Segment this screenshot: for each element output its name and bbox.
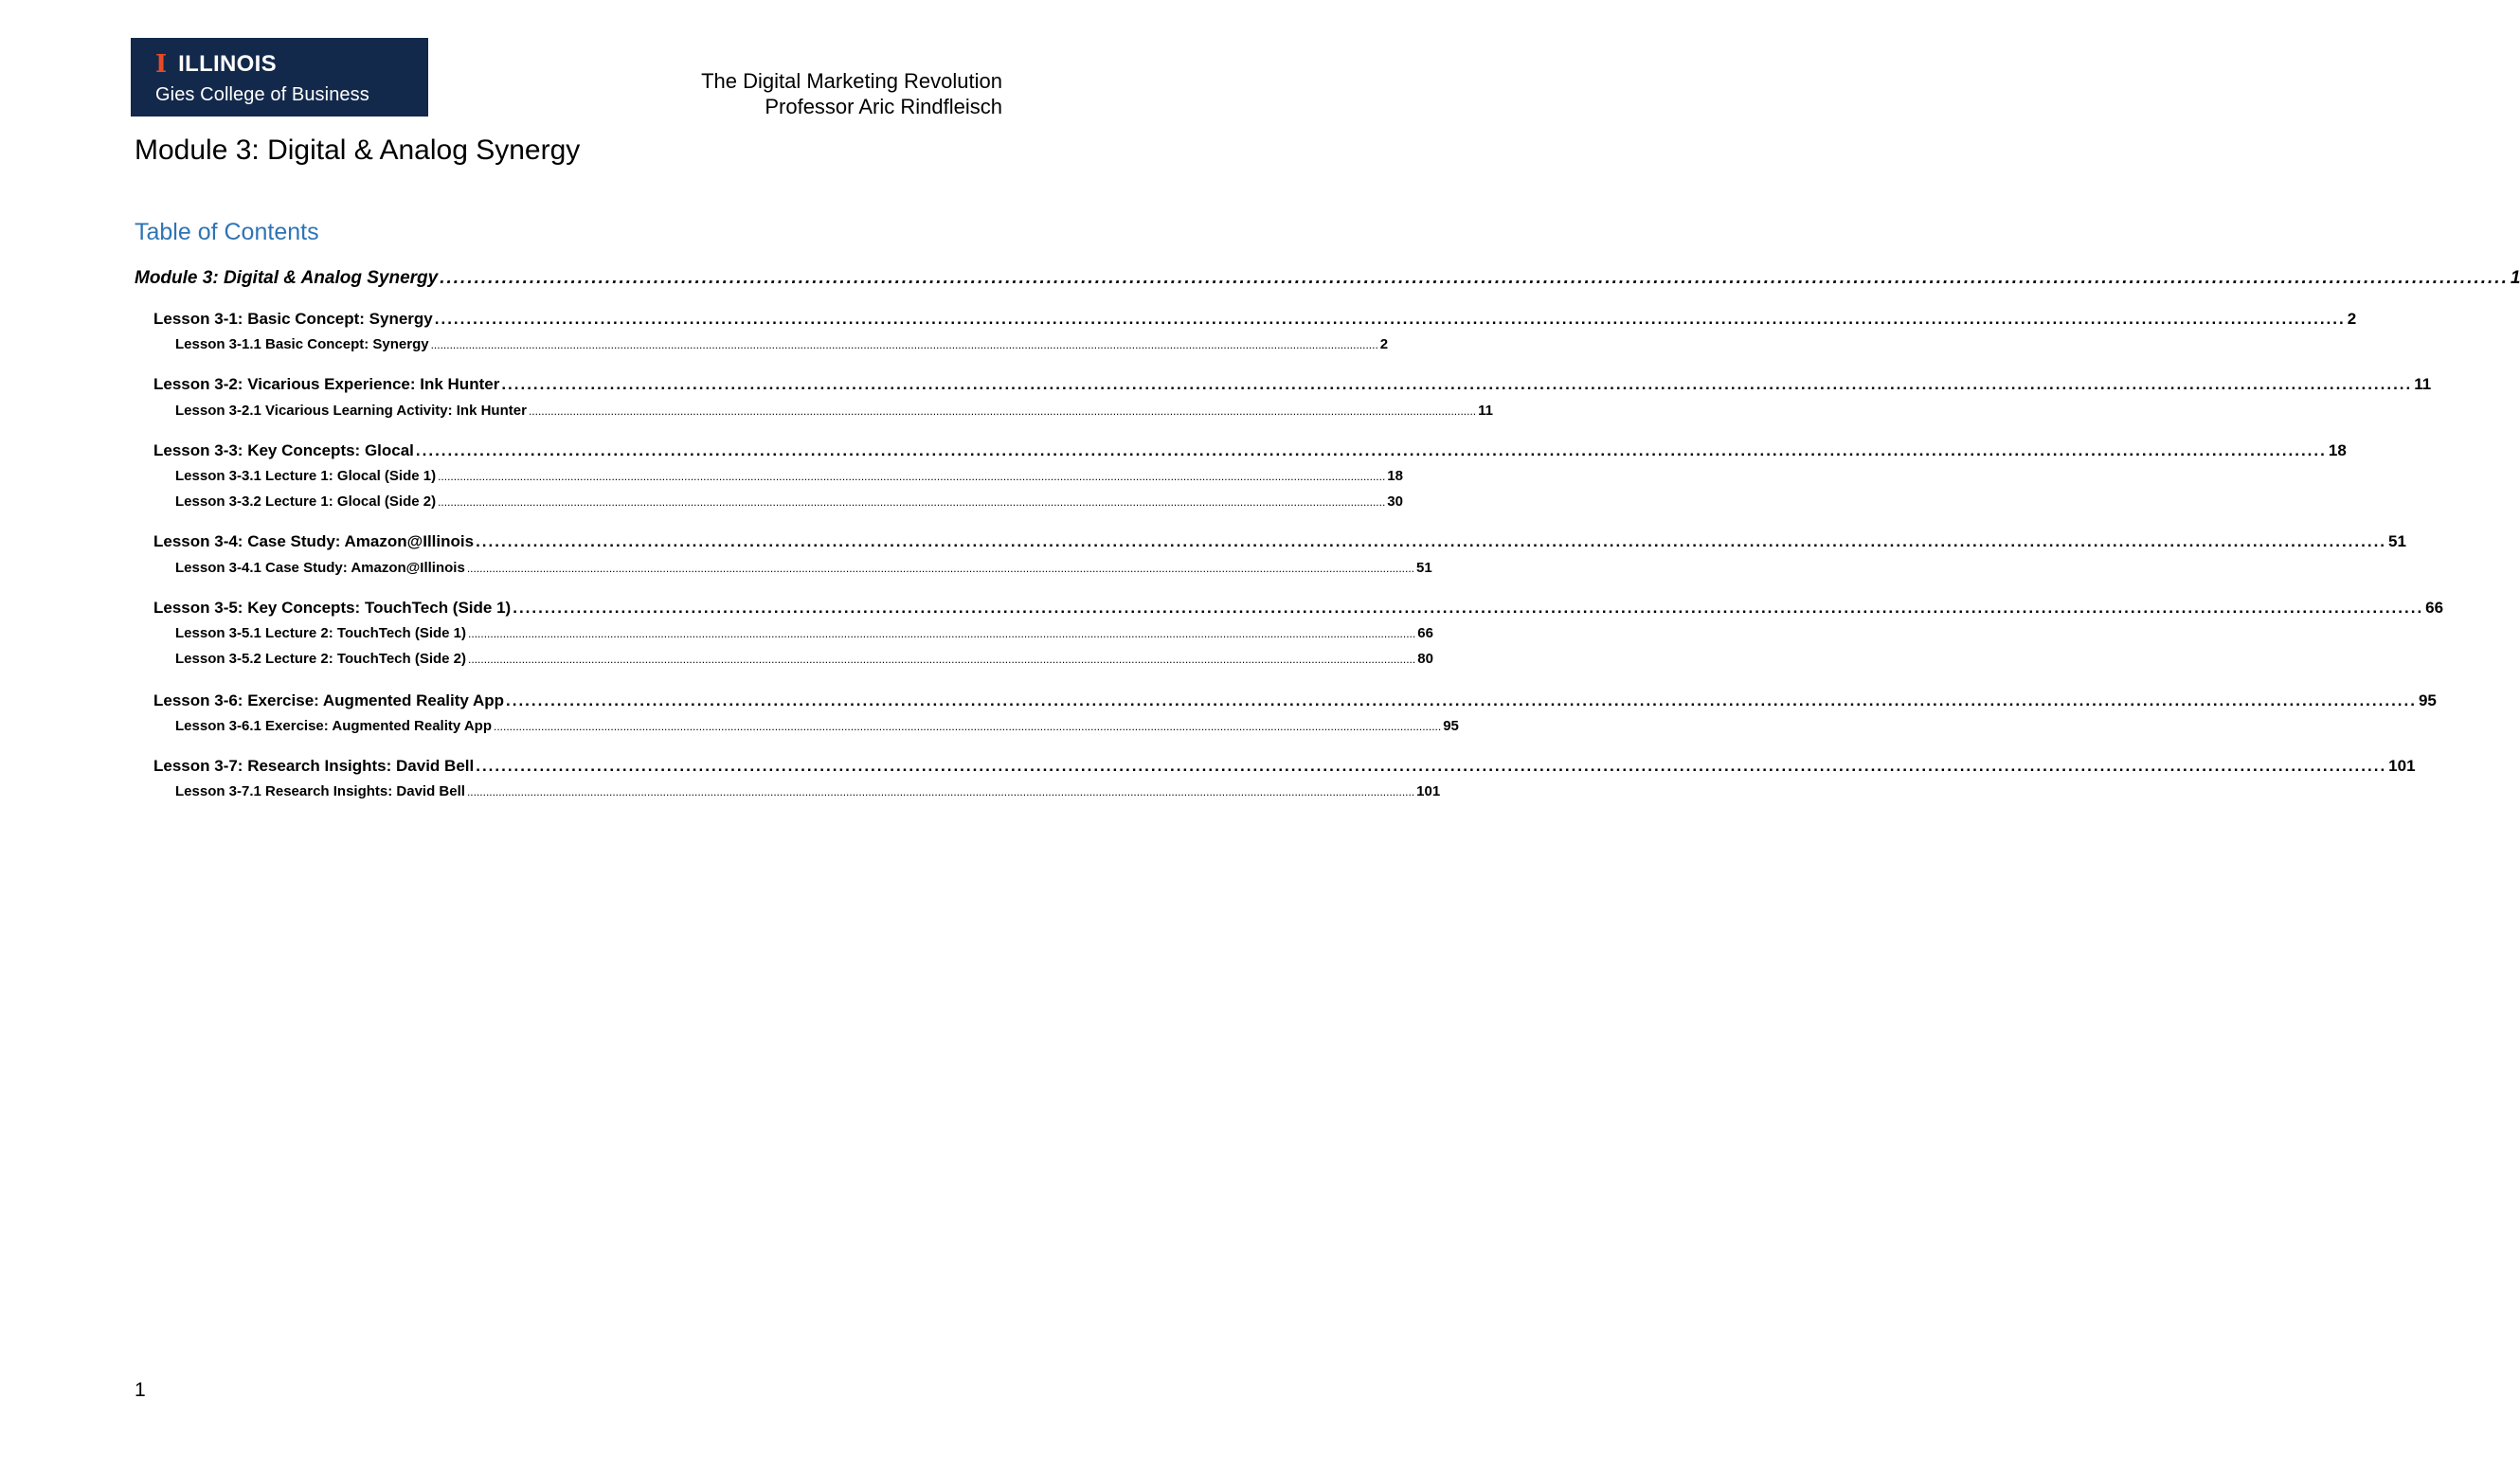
toc-entry[interactable] bbox=[175, 403, 1493, 419]
toc-entry[interactable] bbox=[175, 718, 1459, 734]
toc-entry[interactable] bbox=[175, 336, 1389, 352]
toc-entry-page: 95 bbox=[1443, 718, 1459, 734]
toc-dot-leader: ............................................................................................................................................................................................................................................................................................................ bbox=[438, 495, 1386, 509]
toc-entry[interactable] bbox=[175, 783, 1441, 799]
toc-entry-page: 101 bbox=[2388, 757, 2416, 775]
toc-dot-leader: ............................................................................................................................................................................................................................................................................................................ bbox=[438, 470, 1386, 483]
toc-entry[interactable] bbox=[175, 651, 1433, 667]
toc-dot-leader: ............................................................................................................................................................................................................................................................................................................ bbox=[466, 785, 1415, 798]
professor-name: Professor Aric Rindfleisch bbox=[765, 95, 1002, 118]
toc-dot-leader: ............................................................................................................................................................................................................................................................................................................ bbox=[476, 757, 2387, 775]
block-i-logo-mark: I bbox=[155, 50, 168, 79]
toc-entry-page: 51 bbox=[1416, 560, 1432, 576]
toc-entry[interactable] bbox=[175, 625, 1433, 641]
logo-university-name: ILLINOIS bbox=[178, 51, 277, 77]
toc-dot-leader: ............................................................................................................................................................................................................................................................................................................ bbox=[528, 404, 1477, 418]
toc-entry-page: 95 bbox=[2418, 691, 2437, 709]
toc-entry-page: 2 bbox=[2347, 310, 2357, 328]
toc-entry-label: Lesson 3-6.1 Exercise: Augmented Reality App bbox=[175, 718, 492, 734]
toc-entry-page: 2 bbox=[1379, 336, 1389, 352]
toc-entry[interactable] bbox=[153, 757, 2416, 776]
toc-dot-leader: ............................................................................................................................................................................................................................................................................................................ bbox=[415, 441, 2327, 459]
toc-dot-leader: ............................................................................................................................................................................................................................................................................................................ bbox=[468, 653, 1416, 666]
toc-entry-page: 66 bbox=[1417, 625, 1433, 641]
toc-entry-label: Lesson 3-5: Key Concepts: TouchTech (Side 1) bbox=[153, 599, 512, 617]
toc-dot-leader: ............................................................................................................................................................................................................................................................................................................ bbox=[430, 338, 1378, 351]
toc-dot-leader: ............................................................................................................................................................................................................................................................................................................ bbox=[466, 562, 1415, 575]
toc-entry[interactable] bbox=[135, 268, 2520, 289]
toc-entry-page: 30 bbox=[1387, 493, 1403, 510]
toc-entry-label: Lesson 3-1.1 Basic Concept: Synergy bbox=[175, 336, 429, 352]
toc-dot-leader: ............................................................................................................................................................................................................................................................................................................ bbox=[476, 532, 2387, 550]
toc-entry-page: 101 bbox=[1416, 783, 1441, 799]
toc-entry[interactable] bbox=[175, 560, 1432, 576]
toc-entry-page: 1 bbox=[2510, 268, 2520, 288]
document-title: Module 3: Digital & Analog Synergy bbox=[135, 135, 581, 166]
toc-entry[interactable] bbox=[153, 691, 2437, 710]
page-number: 1 bbox=[135, 1379, 146, 1401]
toc-entry-label: Lesson 3-3.1 Lecture 1: Glocal (Side 1) bbox=[175, 468, 437, 484]
toc-entry-page: 11 bbox=[2414, 375, 2432, 393]
toc-dot-leader: ............................................................................................................................................................................................................................................................................................................ bbox=[468, 627, 1416, 640]
toc-entry-page: 66 bbox=[2425, 599, 2444, 617]
toc-entry[interactable] bbox=[153, 310, 2357, 329]
illinois-gies-logo bbox=[131, 38, 428, 117]
toc-entry[interactable] bbox=[175, 493, 1403, 510]
toc-dot-leader: ............................................................................................................................................................................................................................................................................................................ bbox=[434, 310, 2346, 328]
toc-dot-leader: ............................................................................................................................................................................................................................................................................................................ bbox=[506, 691, 2417, 709]
toc-entry-page: 51 bbox=[2388, 532, 2406, 550]
course-title: The Digital Marketing Revolution bbox=[701, 69, 1002, 93]
toc-entry-label: Lesson 3-7: Research Insights: David Bell bbox=[153, 757, 475, 775]
toc-entry[interactable] bbox=[153, 599, 2444, 618]
toc-entry-label: Lesson 3-3.2 Lecture 1: Glocal (Side 2) bbox=[175, 493, 437, 510]
toc-entry-page: 80 bbox=[1417, 651, 1433, 667]
toc-dot-leader: ............................................................................................................................................................................................................................................................................................................ bbox=[501, 375, 2413, 393]
toc-entry-label: Lesson 3-2: Vicarious Experience: Ink Hunter bbox=[153, 375, 500, 393]
toc-entry-label: Module 3: Digital & Analog Synergy bbox=[135, 268, 439, 288]
logo-college-name: Gies College of Business bbox=[155, 84, 369, 105]
toc-entry-label: Lesson 3-5.2 Lecture 2: TouchTech (Side 2) bbox=[175, 651, 467, 667]
toc-dot-leader: ............................................................................................................................................................................................................................................................................................................ bbox=[494, 720, 1442, 733]
toc-entry-label: Lesson 3-5.1 Lecture 2: TouchTech (Side 1) bbox=[175, 625, 467, 641]
toc-entry-page: 11 bbox=[1478, 403, 1493, 419]
toc-entry[interactable] bbox=[175, 468, 1403, 484]
toc-dot-leader: ............................................................................................................................................................................................................................................................................................................ bbox=[513, 599, 2424, 617]
toc-entry-label: Lesson 3-3: Key Concepts: Glocal bbox=[153, 441, 414, 459]
toc-entry-page: 18 bbox=[2328, 441, 2347, 459]
toc-dot-leader: ............................................................................................................................................................................................................................................................................................................ bbox=[440, 268, 2509, 288]
toc-entry-page: 18 bbox=[1387, 468, 1403, 484]
toc-heading: Table of Contents bbox=[135, 219, 319, 245]
toc-entry-label: Lesson 3-7.1 Research Insights: David Bell bbox=[175, 783, 465, 799]
toc-entry-label: Lesson 3-6: Exercise: Augmented Reality App bbox=[153, 691, 505, 709]
toc-entry[interactable] bbox=[153, 375, 2432, 394]
toc-entry[interactable] bbox=[153, 441, 2347, 460]
toc-entry-label: Lesson 3-4: Case Study: Amazon@Illinois bbox=[153, 532, 475, 550]
toc-entry-label: Lesson 3-4.1 Case Study: Amazon@Illinois bbox=[175, 560, 465, 576]
toc-entry[interactable] bbox=[153, 532, 2406, 551]
toc-entry-label: Lesson 3-2.1 Vicarious Learning Activity: Ink Hunter bbox=[175, 403, 527, 419]
page-header bbox=[701, 68, 1002, 119]
toc-entry-label: Lesson 3-1: Basic Concept: Synergy bbox=[153, 310, 433, 328]
